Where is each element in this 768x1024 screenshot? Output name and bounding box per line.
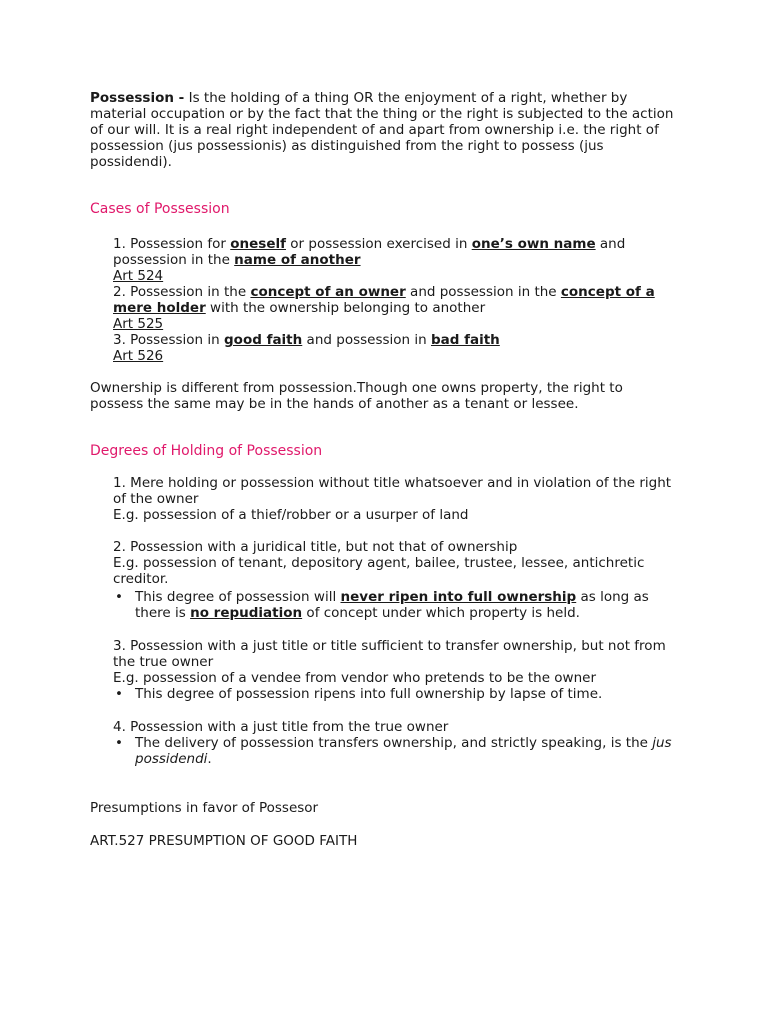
degree-1-example: E.g. possession of a thief/robber or a usurper of land <box>113 507 469 523</box>
article-ref-526: Art 526 <box>113 348 164 364</box>
article-ref-524: Art 524 <box>113 268 164 284</box>
degrees-heading: Degrees of Holding of Possession <box>90 443 323 459</box>
term-ones-own-name: one’s own name <box>471 236 596 252</box>
term-oneself: oneself <box>230 236 286 252</box>
term-jus-possidendi: jus possidendi <box>135 735 672 767</box>
case-item-1: 1. Possession for oneself or possession exercised in one’s own name and possession in the name of another <box>113 236 626 268</box>
case-item-2: 2. Possession in the concept of an owner and possession in the concept of a mere holder with the ownership belonging to another <box>113 284 655 316</box>
term-concept-of-owner: concept of an owner <box>250 284 406 300</box>
article-527-line: ART.527 PRESUMPTION OF GOOD FAITH <box>90 833 358 849</box>
degree-2-text: 2. Possession with a juridical title, but not that of ownership <box>113 539 518 555</box>
term-concept-of-mere-holder: concept of a mere holder <box>113 284 655 316</box>
possession-definition: Is the holding of a thing OR the enjoyment of a right, whether by material occupation or by the fact that the thing or the right is subjected to the action of our will. It is a real right independent of and apart from ownership i.e. the right of possession (jus possessionis) as distinguished from the right to possess (jus possidendi). <box>90 90 674 170</box>
cases-heading: Cases of Possession <box>90 201 230 217</box>
intro-paragraph <box>90 90 680 170</box>
presumptions-line: Presumptions in favor of Possesor <box>90 800 319 816</box>
degree-2-bullet: • This degree of possession will never ripen into full ownership as long as there is no repudiation of concept under which property is held. <box>113 589 673 621</box>
term-bad-faith: bad faith <box>430 332 500 348</box>
degree-item-4 <box>113 719 683 767</box>
degree-1-text: 1. Mere holding or possession without title whatsoever and in violation of the right of the owner <box>113 475 672 507</box>
term-name-of-another: name of another <box>234 252 361 268</box>
cases-list <box>113 236 678 364</box>
ownership-note: Ownership is different from possession.Though one owns property, the right to possess the same may be in the hands of another as a tenant or lessee. <box>90 380 623 412</box>
case-item-3: 3. Possession in good faith and possession in bad faith <box>113 332 500 348</box>
degree-4-bullet: • The delivery of possession transfers ownership, and strictly speaking, is the jus possidendi. <box>113 735 683 767</box>
degree-item-3 <box>113 638 688 702</box>
degree-2-bullets <box>113 589 673 621</box>
degree-4-bullets <box>113 735 683 767</box>
degree-2-example: E.g. possession of tenant, depository agent, bailee, trustee, lessee, antichretic creditor. <box>113 555 645 587</box>
degree-3-bullets <box>113 686 688 702</box>
degree-4-text: 4. Possession with a just title from the true owner <box>113 719 449 735</box>
possession-term: Possession - <box>90 90 185 106</box>
term-never-ripen: never ripen into full ownership <box>340 589 577 605</box>
term-good-faith: good faith <box>224 332 303 348</box>
degree-3-text: 3. Possession with a just title or title sufficient to transfer ownership, but not from the true owner <box>113 638 666 670</box>
degree-item-1 <box>113 475 688 523</box>
term-no-repudiation: no repudiation <box>190 605 303 621</box>
degree-3-bullet: • This degree of possession ripens into full ownership by lapse of time. <box>113 686 688 702</box>
article-ref-525: Art 525 <box>113 316 164 332</box>
degree-3-example: E.g. possession of a vendee from vendor who pretends to be the owner <box>113 670 597 686</box>
